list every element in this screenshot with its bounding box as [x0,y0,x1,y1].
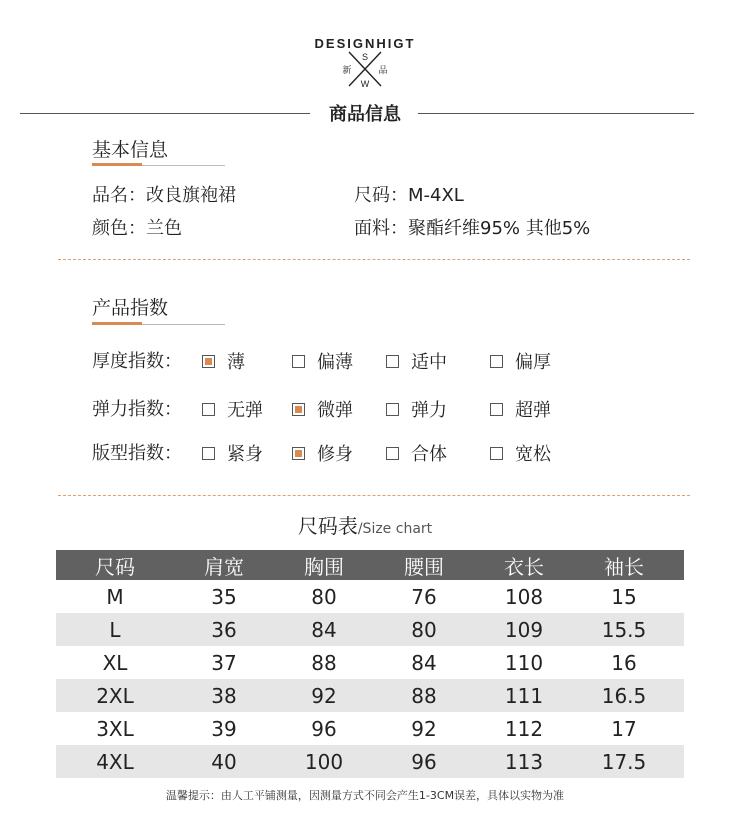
section-line-right [418,113,694,114]
header-cell: 肩宽 [204,554,244,579]
table-row [56,613,684,646]
size-table-body [56,580,684,778]
size-chart-title-cn: 尺码表 [297,514,358,538]
checkbox-checked-icon [292,447,305,460]
table-row [56,580,684,613]
table-cell: 80 [411,617,437,642]
table-cell: M [106,584,124,609]
logo-letter-bottom: W [360,79,370,89]
product-fabric [354,214,590,240]
index-option [490,396,551,422]
index-option-label: 紧身 [227,444,263,465]
checkbox-empty-icon [292,355,305,368]
basic-info-title: 基本信息 [92,139,169,161]
index-option [292,348,353,374]
index-option-label: 偏薄 [317,352,353,373]
table-cell: 111 [504,683,544,708]
size-table-header [56,550,684,580]
product-size-label: 尺码： [354,185,408,206]
logo-letter-left: 新 [342,66,352,76]
table-cell: 88 [411,683,437,708]
basic-info-underline [142,165,225,166]
product-name-value: 改良旗袍裙 [146,185,236,206]
checkbox-empty-icon [490,355,503,368]
index-option [490,348,551,374]
checkbox-empty-icon [386,447,399,460]
index-option [292,440,353,466]
index-option-label: 薄 [227,352,245,373]
index-option-label: 偏厚 [515,352,551,373]
table-cell: 100 [304,749,344,774]
product-color [92,214,182,240]
table-cell: 110 [504,650,544,675]
table-cell: 35 [211,584,237,609]
product-fabric-value: 聚酯纤维95% 其他5% [408,218,591,239]
product-color-label: 颜色： [92,218,146,239]
index-option-label: 合体 [411,444,447,465]
checkbox-empty-icon [386,403,399,416]
size-chart-title [0,510,730,539]
header-cell: 胸围 [304,554,344,579]
header-cell: 腰围 [404,554,444,579]
checkbox-checked-icon [292,403,305,416]
table-cell: 108 [504,584,544,609]
table-cell: 112 [504,716,544,741]
index-option-label: 无弹 [227,400,263,421]
checkbox-checked-icon [202,355,215,368]
index-option-label: 修身 [317,444,353,465]
checkbox-empty-icon [490,447,503,460]
basic-info-accent [92,163,142,166]
index-option [490,440,551,466]
size-table [56,550,684,778]
section-title: 商品信息 [329,104,401,125]
index-row-label: 厚度指数： [92,351,182,372]
table-cell: 84 [411,650,437,675]
product-size [354,181,464,207]
table-cell: 4XL [96,749,134,774]
table-cell: 17 [611,716,637,741]
divider-dashed-2 [58,495,690,496]
divider-dashed-1 [58,259,690,260]
table-cell: 92 [311,683,337,708]
index-option-label: 超弹 [515,400,551,421]
table-cell: 36 [211,617,237,642]
size-chart-title-en: /Size chart [357,521,433,537]
product-index-title: 产品指数 [92,297,169,319]
product-color-value: 兰色 [146,218,182,239]
table-cell: 96 [411,749,437,774]
index-option-label: 弹力 [411,400,447,421]
logo-letter-right: 品 [378,66,388,76]
table-cell: 39 [211,716,237,741]
table-row [56,646,684,679]
table-row [56,712,684,745]
brand-logo-text: DESIGNHIGT [314,36,416,51]
table-cell: 37 [211,650,237,675]
checkbox-empty-icon [202,403,215,416]
table-cell: 15 [611,584,637,609]
checkbox-empty-icon [386,355,399,368]
product-size-value: M-4XL [408,185,464,206]
brand-logo-mark [335,48,395,90]
table-cell: 76 [411,584,437,609]
table-row [56,679,684,712]
checkbox-empty-icon [202,447,215,460]
table-cell: 3XL [96,716,134,741]
table-cell: 16.5 [601,683,647,708]
index-row-label: 版型指数： [92,443,182,464]
index-option [202,348,245,374]
index-option [292,396,353,422]
table-row [56,745,684,778]
table-cell: 92 [411,716,437,741]
table-cell: 16 [611,650,637,675]
table-cell: 17.5 [601,749,647,774]
table-cell: 96 [311,716,337,741]
index-option [202,440,263,466]
table-cell: 2XL [96,683,134,708]
logo-letter-top: S [361,52,369,62]
table-cell: 88 [311,650,337,675]
measurement-note: 温馨提示：由人工平铺测量，因测量方式不同会产生1-3CM误差，具体以实物为准 [165,789,565,802]
table-cell: 80 [311,584,337,609]
product-name-label: 品名： [92,185,146,206]
product-fabric-label: 面料： [354,218,408,239]
product-name [92,181,236,207]
table-cell: 40 [211,749,237,774]
index-option [386,396,447,422]
index-option [202,396,263,422]
table-cell: 84 [311,617,337,642]
table-cell: 38 [211,683,237,708]
index-option [386,348,447,374]
index-option-label: 微弹 [317,400,353,421]
index-option-label: 适中 [411,352,447,373]
product-index-accent [92,322,142,325]
table-cell: L [109,617,121,642]
header-cell: 袖长 [604,554,644,579]
header-cell: 尺码 [95,554,135,579]
header-cell: 衣长 [504,554,544,579]
table-cell: 15.5 [601,617,647,642]
table-cell: XL [102,650,128,675]
table-cell: 113 [504,749,544,774]
index-option [386,440,447,466]
table-cell: 109 [504,617,544,642]
checkbox-empty-icon [490,403,503,416]
index-row-label: 弹力指数： [92,399,182,420]
index-option-label: 宽松 [515,444,551,465]
product-index-underline [142,324,225,325]
